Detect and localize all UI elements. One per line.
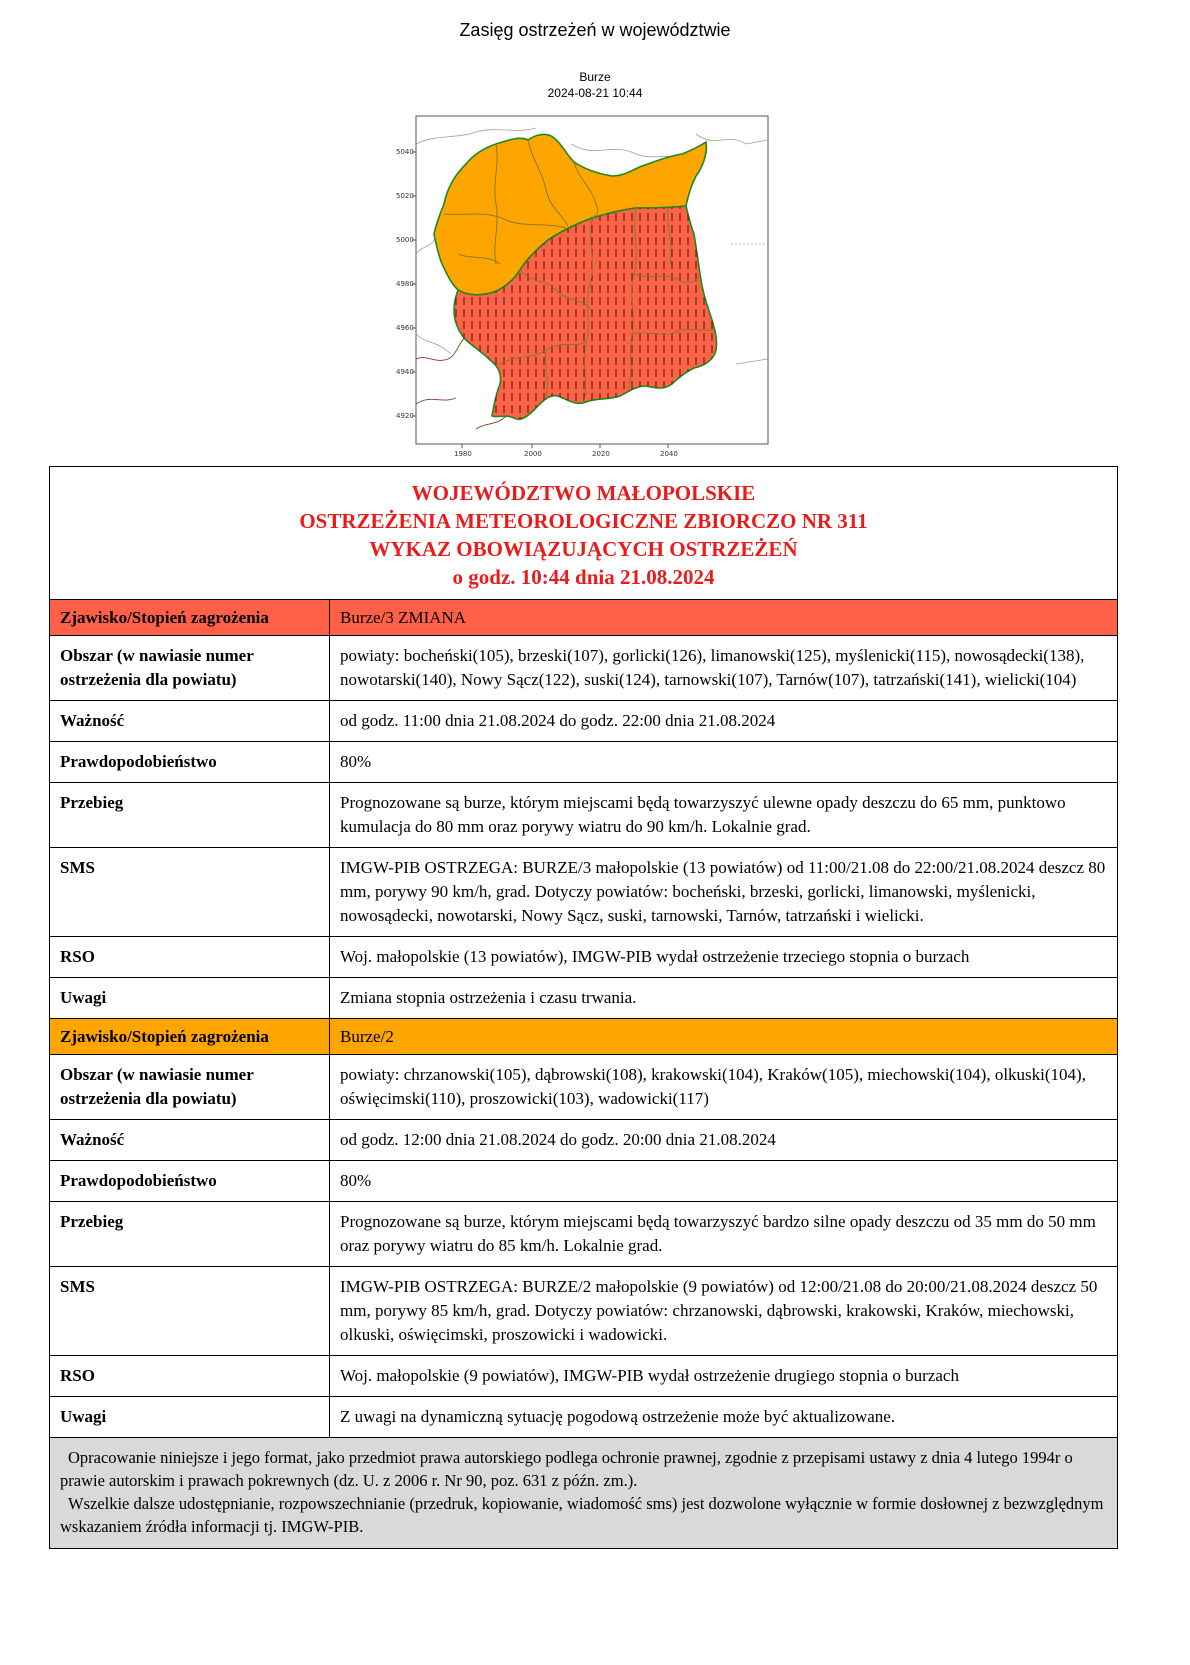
warning-1-course-row [50,783,1117,848]
warning-2-phenomenon-row [50,1019,1117,1055]
row-label: SMS [50,1267,330,1355]
row-value: IMGW-PIB OSTRZEGA: BURZE/3 małopolskie (13 powiatów) od 11:00/21.08 do 22:00/21.08.2024 deszcz 80 mm, porywy 90 km/h, grad. Dotyczy powiatów: bocheński, brzeski, gorlicki, limanowski, myślenicki, nowosądecki, nowotarski, Nowy Sącz, suski, tarnowski, Tarnów, tatrzański i wielicki. [340,858,1106,925]
row-value: Burze/2 [340,1027,394,1046]
warning-1-rso-row [50,937,1117,978]
row-value: Zmiana stopnia ostrzeżenia i czasu trwania. [340,988,637,1007]
warning-2-area-row [50,1055,1117,1120]
y-tick-label: 4960 [396,324,414,332]
row-label: SMS [50,848,330,936]
warning-2-rso-row [50,1356,1117,1397]
map-svg [396,104,788,464]
row-label: RSO [50,937,330,977]
document-title-line: o godz. 10:44 dnia 21.08.2024 [452,565,715,589]
row-value: 80% [340,1171,372,1190]
map-datetime: 2024-08-21 10:44 [547,86,643,100]
row-label: RSO [50,1356,330,1396]
row-label: Ważność [50,701,330,741]
row-value: Woj. małopolskie (13 powiatów), IMGW-PIB wydał ostrzeżenie trzeciego stopnia o burzach [340,947,970,966]
row-label: Obszar (w nawiasie numer ostrzeżenia dla powiatu) [50,1055,330,1119]
warning-2-probability-row [50,1161,1117,1202]
copyright-footer [50,1438,1117,1548]
row-label: Przebieg [50,783,330,847]
warning-1-phenomenon-row [50,600,1117,636]
warning-1-validity-row [50,701,1117,742]
page-title: Zasięg ostrzeżeń w województwie [459,20,731,40]
row-label: Przebieg [50,1202,330,1266]
row-value: Burze/3 ZMIANA [340,608,467,627]
document-title-line: OSTRZEŻENIA METEOROLOGICZNE ZBIORCZO NR 311 [299,509,868,533]
x-tick-label: 2040 [660,450,678,458]
y-tick-label: 4980 [396,280,414,288]
warning-1-notes-row [50,978,1117,1019]
warning-2-notes-row [50,1397,1117,1438]
warning-map [396,104,788,464]
row-label: Zjawisko/Stopień zagrożenia [50,600,330,635]
x-tick-label: 2000 [524,450,542,458]
y-tick-label: 4940 [396,368,414,376]
row-value: Woj. małopolskie (9 powiatów), IMGW-PIB wydał ostrzeżenie drugiego stopnia o burzach [340,1366,959,1385]
row-label: Prawdopodobieństwo [50,742,330,782]
row-value: od godz. 12:00 dnia 21.08.2024 do godz. 20:00 dnia 21.08.2024 [340,1130,776,1149]
footer-paragraph: Wszelkie dalsze udostępnianie, rozpowszechnianie (przedruk, kopiowanie, wiadomość sms) jest dozwolone wyłącznie w formie dosłownej z bezwzględnym wskazaniem źródła informacji tj. IMGW-PIB. [60,1494,1104,1536]
y-tick-label: 5000 [396,236,414,244]
document-title-line: WOJEWÓDZTWO MAŁOPOLSKIE [411,481,756,505]
row-label: Ważność [50,1120,330,1160]
map-subject: Burze [579,70,611,84]
row-value: IMGW-PIB OSTRZEGA: BURZE/2 małopolskie (9 powiatów) od 12:00/21.08 do 20:00/21.08.2024 deszcz 50 mm, porywy 85 km/h, grad. Dotyczy powiatów: chrzanowski, dąbrowski, krakowski, Kraków, miechowski, olkuski, oświęcimski, proszowicki i wadowicki. [340,1277,1098,1344]
y-tick-label: 5040 [396,148,414,156]
row-label: Uwagi [50,1397,330,1437]
map-x-tick-labels [454,450,678,458]
row-value: Z uwagi na dynamiczną sytuację pogodową ostrzeżenie może być aktualizowane. [340,1407,896,1426]
row-value: Prognozowane są burze, którym miejscami będą towarzyszyć bardzo silne opady deszczu od 35 mm do 50 mm oraz porywy wiatru do 85 km/h. Lokalnie grad. [340,1212,1096,1255]
warning-2-validity-row [50,1120,1117,1161]
row-value: powiaty: chrzanowski(105), dąbrowski(108), krakowski(104), Kraków(105), miechowski(104), olkuski(104), oświęcimski(110), proszowicki(103), wadowicki(117) [340,1065,1086,1108]
document-title [50,467,1117,600]
x-tick-label: 1980 [454,450,472,458]
row-label: Zjawisko/Stopień zagrożenia [50,1019,330,1054]
warning-1-probability-row [50,742,1117,783]
row-value: Prognozowane są burze, którym miejscami będą towarzyszyć ulewne opady deszczu do 65 mm, punktowo kumulacja do 80 mm oraz porywy wiatru do 90 km/h. Lokalnie grad. [340,793,1066,836]
footer-paragraph: Opracowanie niniejsze i jego format, jako przedmiot prawa autorskiego podlega ochronie prawnej, zgodnie z przepisami ustawy z dnia 4 lutego 1994r o prawie autorskim i prawach pokrewnych (dz. U. z 2006 r. Nr 90, poz. 631 z późn. zm.). [60,1448,1073,1490]
row-label: Uwagi [50,978,330,1018]
y-tick-label: 4920 [396,412,414,420]
warning-1-area-row [50,636,1117,701]
y-tick-label: 5020 [396,192,414,200]
warning-1-sms-row [50,848,1117,937]
warnings-document [49,466,1118,1549]
row-value: od godz. 11:00 dnia 21.08.2024 do godz. 22:00 dnia 21.08.2024 [340,711,776,730]
row-label: Prawdopodobieństwo [50,1161,330,1201]
row-value: powiaty: bocheński(105), brzeski(107), gorlicki(126), limanowski(125), myślenicki(115), nowosądecki(138), nowotarski(140), Nowy Sącz(122), suski(124), tarnowski(107), Tarnów(107), tatrzański(141), wielicki(104) [340,646,1085,689]
warning-2-course-row [50,1202,1117,1267]
document-title-line: WYKAZ OBOWIĄZUJĄCYCH OSTRZEŻEŃ [369,537,798,561]
row-value: 80% [340,752,372,771]
map-y-tick-labels [396,148,414,420]
warning-2-sms-row [50,1267,1117,1356]
x-tick-label: 2020 [592,450,610,458]
row-label: Obszar (w nawiasie numer ostrzeżenia dla powiatu) [50,636,330,700]
